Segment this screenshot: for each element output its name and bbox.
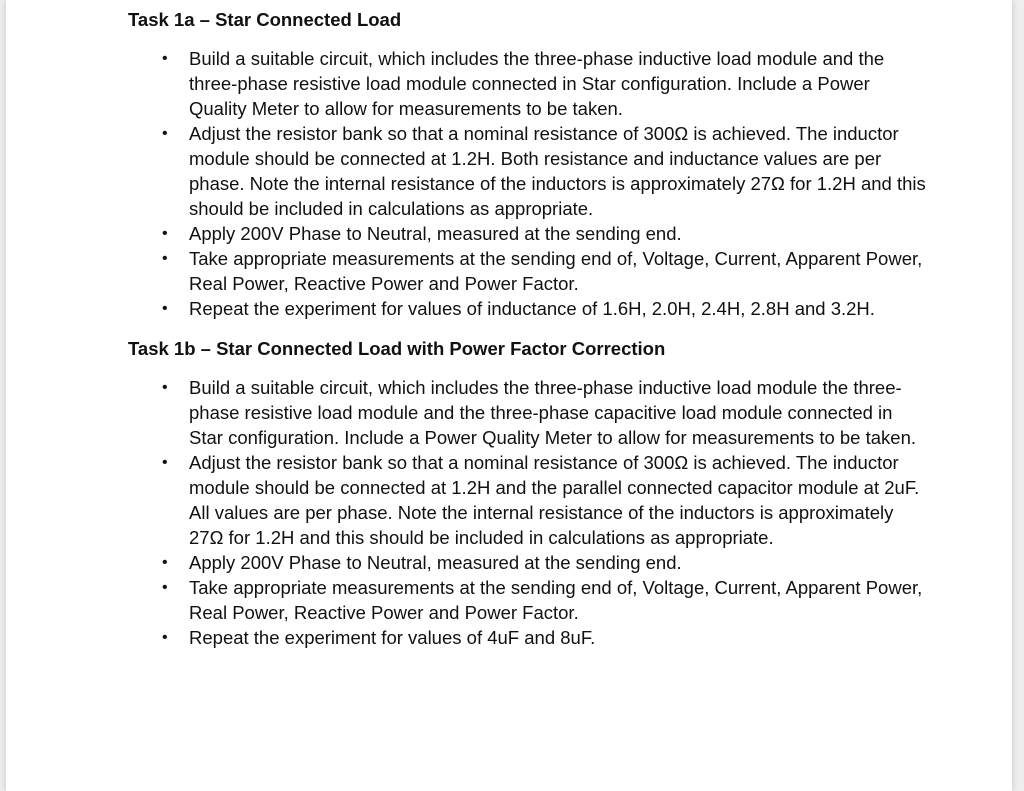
bullet-icon: • (162, 554, 168, 571)
list-item-text: Adjust the resistor bank so that a nominal resistance of 300Ω is achieved. The inductor module should be connected at 1.2H. Both resistance and inductance values are per phase. Note the internal resistance of the inductors is approximately 27Ω for 1.2H and this should be included in calculations as appropriate. (189, 123, 926, 219)
list-item (128, 550, 928, 575)
list-item (128, 575, 928, 625)
bullet-icon: • (162, 250, 168, 267)
list-item-text: Repeat the experiment for values of inductance of 1.6H, 2.0H, 2.4H, 2.8H and 3.2H. (189, 298, 875, 319)
list-item-text: Apply 200V Phase to Neutral, measured at the sending end. (189, 552, 682, 573)
list-item (128, 221, 928, 246)
list-item-text: Take appropriate measurements at the sending end of, Voltage, Current, Apparent Power, Real Power, Reactive Power and Power Factor. (189, 248, 923, 294)
list-item-text: Repeat the experiment for values of 4uF and 8uF. (189, 627, 596, 648)
bullet-icon: • (162, 379, 168, 396)
list-item (128, 121, 928, 221)
bullet-icon: • (162, 50, 168, 67)
list-item-text: Build a suitable circuit, which includes the three-phase inductive load module and the three-phase resistive load module connected in Star configuration. Include a Power Quality Meter to allow for measurements to be taken. (189, 48, 885, 119)
task-1a-list (128, 46, 928, 321)
bullet-icon: • (162, 125, 168, 142)
bullet-icon: • (162, 579, 168, 596)
bullet-icon: • (162, 300, 168, 317)
list-item-text: Apply 200V Phase to Neutral, measured at the sending end. (189, 223, 682, 244)
list-item (128, 246, 928, 296)
list-item (128, 625, 928, 650)
task-1a-heading: Task 1a – Star Connected Load (128, 9, 402, 30)
document-content (128, 8, 928, 650)
bullet-icon: • (162, 225, 168, 242)
task-1b-heading: Task 1b – Star Connected Load with Power Factor Correction (128, 338, 666, 359)
list-item-text: Take appropriate measurements at the sending end of, Voltage, Current, Apparent Power, Real Power, Reactive Power and Power Factor. (189, 577, 923, 623)
list-item (128, 450, 928, 550)
list-item (128, 46, 928, 121)
document-page (6, 0, 1012, 791)
task-1b-list (128, 375, 928, 650)
list-item (128, 296, 928, 321)
list-item-text: Adjust the resistor bank so that a nominal resistance of 300Ω is achieved. The inductor module should be connected at 1.2H and the parallel connected capacitor module at 2uF. All values are per phase. Note the internal resistance of the inductors is approximately 27Ω for 1.2H and this should be included in calculations as appropriate. (189, 452, 920, 548)
list-item-text: Build a suitable circuit, which includes the three-phase inductive load module the three-phase resistive load module and the three-phase capacitive load module connected in Star configuration. Include a Power Quality Meter to allow for measurements to be taken. (189, 377, 917, 448)
list-item (128, 375, 928, 450)
bullet-icon: • (162, 454, 168, 471)
bullet-icon: • (162, 629, 168, 646)
